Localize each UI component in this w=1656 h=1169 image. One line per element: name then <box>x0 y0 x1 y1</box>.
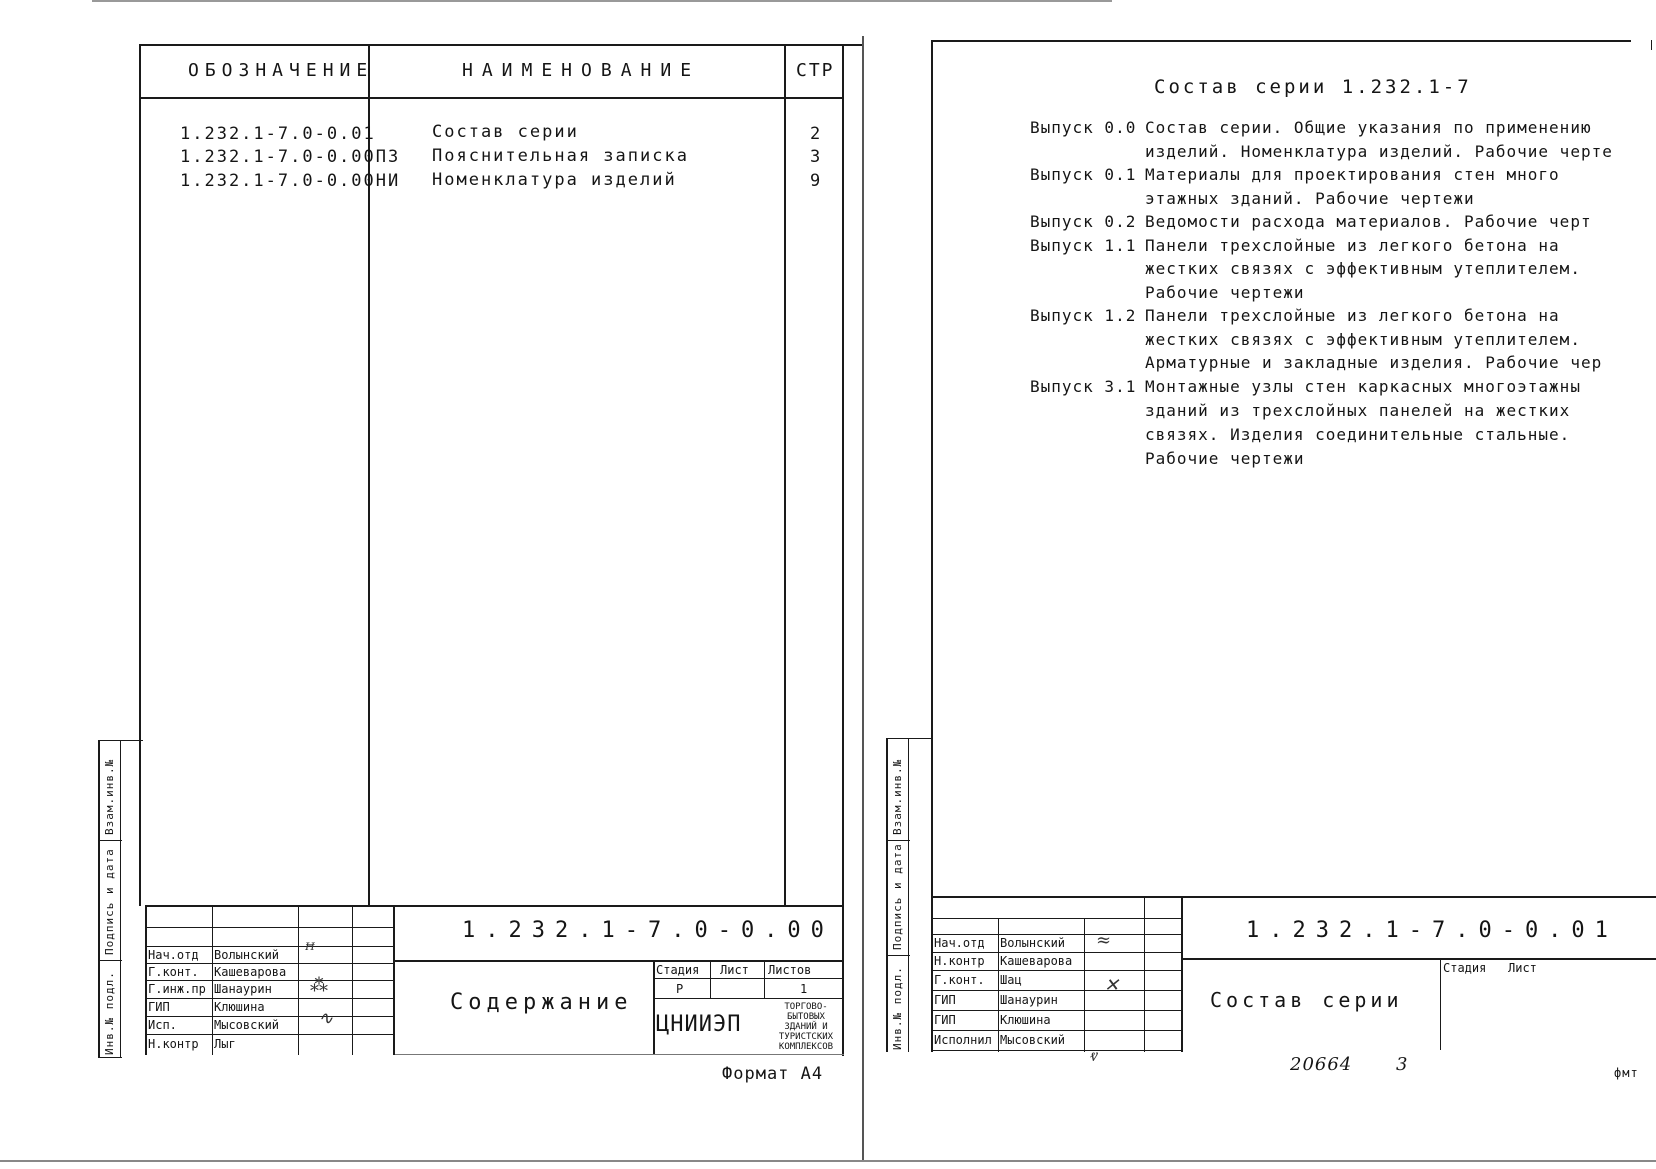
role-3: Г.инж.пр <box>148 982 206 996</box>
row-3-designation: 1.232.1-7.0-0.00НИ <box>180 171 401 191</box>
rstrip-label-1: Инв.№ подл. <box>891 966 904 1050</box>
rstrip-top <box>886 738 931 739</box>
rtb-h3 <box>931 970 1181 971</box>
row-1-page: 2 <box>810 124 823 144</box>
header-name: НАИМЕНОВАНИЕ <box>462 60 701 81</box>
row-2-name: Пояснительная записка <box>432 146 689 166</box>
left-frame-left <box>139 44 141 906</box>
issue-line: Панели трехслойные из легкого бетона на <box>1145 236 1560 255</box>
issue-line: Ведомости расхода материалов. Рабочие черт <box>1145 212 1592 231</box>
issue-line: этажных зданий. Рабочие чертежи <box>1145 189 1475 208</box>
role-1: Нач.отд <box>148 948 199 962</box>
issue-line: Монтажные узлы стен каркасных многоэтажны <box>1145 377 1581 396</box>
rtb-h2 <box>931 952 1181 953</box>
composition-title: Состав серии 1.232.1-7 <box>1154 76 1472 98</box>
tb-v-sheet <box>710 960 711 998</box>
signature-mark: ✕ <box>1104 975 1120 996</box>
rtb-v-role <box>998 918 999 1052</box>
rtb-h4 <box>931 990 1181 991</box>
issue-label: Выпуск 0.1 <box>1030 165 1137 184</box>
issue-line: жестких связях с эффективным утеплителем. <box>1145 330 1581 349</box>
tb-h2 <box>145 946 393 947</box>
name-2: Кашеварова <box>214 965 287 979</box>
name-5: Мысовский <box>214 1018 280 1032</box>
tb-h7 <box>145 1034 393 1035</box>
strip-right <box>120 740 121 1058</box>
tb-h4 <box>145 980 393 981</box>
header-page: СТР <box>796 60 835 81</box>
sheet-label: Лист <box>720 963 749 977</box>
issue-line: Арматурные и закладные изделия. Рабочие чер <box>1145 353 1603 372</box>
tb-h-stage2 <box>653 998 844 999</box>
name-6: Лыг <box>214 1037 236 1051</box>
issue-label: Выпуск 3.1 <box>1030 377 1137 396</box>
row-3-name: Номенклатура изделий <box>432 170 677 190</box>
r-sheet-label: Лист <box>1508 961 1537 975</box>
tb-h6 <box>145 1016 393 1017</box>
strip-div-2 <box>98 960 122 961</box>
strip-left <box>98 740 100 1058</box>
issue-line: Панели трехслойные из легкого бетона на <box>1145 306 1560 325</box>
stamp-code: 1.232.1-7.0-0.00 <box>462 918 834 943</box>
strip-bottom <box>98 1057 122 1058</box>
issue-line: Рабочие чертежи <box>1145 449 1305 468</box>
rtb-h1 <box>931 934 1181 935</box>
r-role-3: Г.конт. <box>934 973 985 987</box>
issue-line: жестких связях с эффективным утеплителем. <box>1145 259 1581 278</box>
footer-number: 20664 <box>1290 1054 1353 1075</box>
tb-h3 <box>145 963 393 964</box>
r-stage-label: Стадия <box>1443 961 1487 975</box>
header-designation: ОБОЗНАЧЕНИЕ <box>188 60 374 81</box>
r-role-2: Н.контр <box>934 954 985 968</box>
strip-div-1 <box>98 840 122 841</box>
signature-mark: ⱴ <box>1090 1045 1098 1066</box>
row-1-name: Состав серии <box>432 122 579 142</box>
right-sheet <box>868 0 1656 1169</box>
r-name-2: Кашеварова <box>1000 954 1073 968</box>
footer-page: 3 <box>1396 1054 1410 1075</box>
rstrip-div-1 <box>886 840 910 841</box>
issue-line: изделий. Номенклатура изделий. Рабочие черте <box>1145 142 1613 161</box>
right-frame-right-mark <box>1651 40 1652 50</box>
issue-label: Выпуск 1.1 <box>1030 236 1137 255</box>
tb-h5 <box>145 998 393 999</box>
rtb-top <box>931 896 1656 898</box>
rstrip-left <box>886 738 888 1052</box>
signature-mark: ≈ <box>1096 930 1112 951</box>
strip-label-3: Взам.инв.№ <box>103 758 116 835</box>
r-role-4: ГИП <box>934 993 956 1007</box>
left-col-divider-2 <box>784 44 786 906</box>
format-label: Формат А4 <box>722 1064 824 1084</box>
scan-edge-bottom <box>0 1160 1656 1162</box>
r-name-4: Шанаурин <box>1000 993 1058 1007</box>
r-name-6: Мысовский <box>1000 1033 1066 1047</box>
rtb-mid <box>1181 958 1656 960</box>
rtb-h6 <box>931 1030 1181 1031</box>
role-6: Н.контр <box>148 1037 199 1051</box>
tb-top <box>145 905 844 907</box>
issue-line: зданий из трехслойных панелей на жестких <box>1145 401 1571 420</box>
rstrip-label-3: Взам.инв.№ <box>891 758 904 835</box>
rtb-h0 <box>931 918 1181 919</box>
rtb-v-main <box>1181 896 1183 1052</box>
issue-line: Рабочие чертежи <box>1145 283 1305 302</box>
left-header-rule <box>139 97 844 99</box>
rstrip-div-2 <box>886 955 910 956</box>
role-2: Г.конт. <box>148 965 199 979</box>
stage-label: Стадия <box>656 963 700 977</box>
rtb-v-left <box>931 896 933 1052</box>
tb-h1 <box>145 927 393 928</box>
rstrip-label-2: Подпись и дата <box>891 843 904 950</box>
stamp-title: Содержание <box>450 990 633 1015</box>
right-frame-left <box>931 40 933 898</box>
sheets-label: Листов <box>768 963 812 977</box>
row-2-designation: 1.232.1-7.0-0.00ПЗ <box>180 147 401 167</box>
strip-top <box>98 740 143 741</box>
strip-label-2: Подпись и дата <box>103 848 116 955</box>
issue-label: Выпуск 0.0 <box>1030 118 1137 137</box>
r-name-1: Волынский <box>1000 936 1066 950</box>
signature-mark: ⁂ <box>310 975 328 996</box>
issue-line: Материалы для проектирования стен много <box>1145 165 1560 184</box>
strip-label-1: Инв.№ подл. <box>103 971 116 1055</box>
r-name-3: Шац <box>1000 973 1022 987</box>
r-role-1: Нач.отд <box>934 936 985 950</box>
tb-h-stage <box>653 978 844 979</box>
r-role-6: Исполнил <box>934 1033 992 1047</box>
org-logo: ЦНИИЭП <box>656 1012 742 1037</box>
issue-line: Состав серии. Общие указания по применению <box>1145 118 1592 137</box>
name-3: Шанаурин <box>214 982 272 996</box>
r-role-5: ГИП <box>934 1013 956 1027</box>
left-frame-top <box>139 44 864 46</box>
r-stamp-code: 1.232.1-7.0-0.01 <box>1246 918 1618 943</box>
rstrip-right <box>908 738 909 1052</box>
issue-label: Выпуск 1.2 <box>1030 306 1137 325</box>
left-frame-edge <box>862 36 864 1162</box>
rtb-v-stage <box>1440 958 1441 1050</box>
corner-mark: фмт <box>1614 1066 1639 1080</box>
role-4: ГИП <box>148 1000 170 1014</box>
signature-mark: ∿ <box>318 1008 334 1029</box>
tb-mid <box>393 960 844 962</box>
tb-v-main <box>393 905 395 1055</box>
stage-value: Р <box>676 982 684 996</box>
issue-label: Выпуск 0.2 <box>1030 212 1137 231</box>
row-1-designation: 1.232.1-7.0-0.01 <box>180 124 376 144</box>
row-2-page: 3 <box>810 147 823 167</box>
right-frame-top <box>931 40 1631 42</box>
role-5: Исп. <box>148 1018 177 1032</box>
name-1: Волынский <box>214 948 280 962</box>
org-text: ТОРГОВО-БЫТОВЫХ ЗДАНИЙ И ТУРИСТСКИХ КОМПЛЕКСОВ <box>778 1002 834 1052</box>
tb-bottom <box>395 1054 844 1055</box>
r-stamp-title: Состав серии <box>1210 988 1403 1012</box>
rtb-h5 <box>931 1010 1181 1011</box>
name-4: Клюшина <box>214 1000 265 1014</box>
issue-line: связях. Изделия соединительные стальные. <box>1145 425 1571 444</box>
rtb-v-name <box>1084 918 1085 1052</box>
signature-mark: ꟸ <box>305 940 315 961</box>
rtb-h7 <box>931 1050 1181 1051</box>
row-3-page: 9 <box>810 171 823 191</box>
tb-v-stage <box>653 960 655 1055</box>
r-name-5: Клюшина <box>1000 1013 1051 1027</box>
tb-v-sheets <box>764 960 765 998</box>
sheets-value: 1 <box>800 982 808 996</box>
rtb-v-sign <box>1144 896 1145 1052</box>
